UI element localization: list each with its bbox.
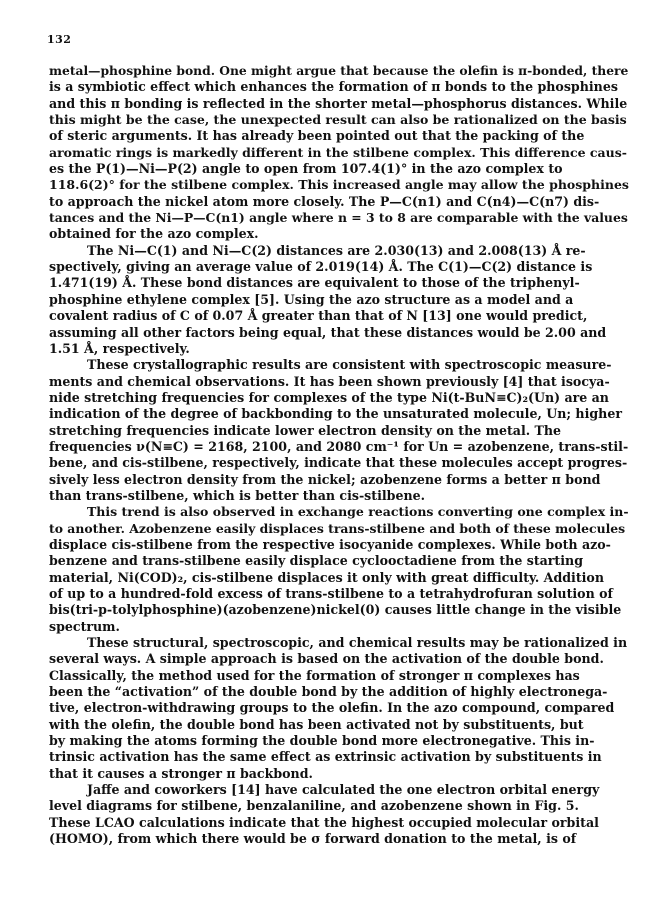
- text-line: tive, electron-withdrawing groups to the olefin. In the azo compound, compared: [49, 700, 615, 716]
- text-line: that it causes a stronger π backbond.: [49, 765, 313, 781]
- text-line: These structural, spectroscopic, and chemical results may be rationalized in: [87, 635, 628, 651]
- text-line: benzene and trans-stilbene easily displace cyclooctadiene from the starting: [49, 553, 583, 569]
- text-line: displace cis-stilbene from the respective isocyanide complexes. While both azo-: [49, 536, 611, 552]
- text-line: to another. Azobenzene easily displaces trans-stilbene and both of these molecules: [49, 520, 626, 536]
- text-line: this might be the case, the unexpected result can also be rationalized on the basis: [49, 112, 627, 128]
- text-line: es the P(1)—Ni—P(2) angle to open from 107.4(1)° in the azo complex to: [49, 161, 563, 177]
- body-text: [49, 63, 629, 848]
- text-line: Classically, the method used for the formation of stronger π complexes has: [49, 667, 580, 683]
- text-line: tances and the Ni—P—C(n1) angle where n = 3 to 8 are comparable with the values: [49, 210, 628, 226]
- text-line: been the “activation” of the double bond by the addition of highly electronega-: [49, 684, 608, 700]
- text-line: ments and chemical observations. It has been shown previously [4] that isocya-: [49, 373, 610, 389]
- text-line: Jaffe and coworkers [14] have calculated the one electron orbital energy: [87, 782, 600, 798]
- text-line: aromatic rings is markedly different in the stilbene complex. This difference caus-: [49, 144, 627, 160]
- text-line: This trend is also observed in exchange reactions converting one complex in-: [87, 504, 629, 520]
- text-line: The Ni—C(1) and Ni—C(2) distances are 2.030(13) and 2.008(13) Å re-: [87, 242, 586, 258]
- text-line: 1.51 Å, respectively.: [49, 340, 190, 356]
- text-line: of steric arguments. It has already been pointed out that the packing of the: [49, 128, 585, 144]
- text-line: level diagrams for stilbene, benzalaniline, and azobenzene shown in Fig. 5.: [49, 798, 579, 814]
- text-line: 1.471(19) Å. These bond distances are equivalent to those of the triphenyl-: [49, 275, 580, 291]
- text-line: of up to a hundred-fold excess of trans-stilbene to a tetrahydrofuran solution of: [49, 586, 613, 601]
- text-line: frequencies ν(N≡C) = 2168, 2100, and 2080 cm⁻¹ for Un = azobenzene, trans-stil-: [49, 438, 629, 454]
- text-line: phosphine ethylene complex [5]. Using the azo structure as a model and a: [49, 291, 574, 307]
- text-line: indication of the degree of backbonding to the unsaturated molecule, Un; higher: [49, 406, 622, 422]
- text-line: and this π bonding is reflected in the shorter metal—phosphorus distances. While: [49, 95, 628, 111]
- text-line: obtained for the azo complex.: [49, 226, 259, 242]
- text-line: These crystallographic results are consistent with spectroscopic measure-: [87, 357, 612, 373]
- text-line: material, Ni(COD)₂, cis-stilbene displaces it only with great difficulty. Addition: [49, 569, 604, 585]
- text-line: bene, and cis-stilbene, respectively, indicate that these molecules accept progres-: [49, 455, 628, 471]
- text-line: covalent radius of C of 0.07 Å greater than that of N [13] one would predict,: [49, 308, 588, 324]
- text-line: These LCAO calculations indicate that the highest occupied molecular orbital: [49, 814, 599, 830]
- text-line: to approach the nickel atom more closely. The P—C(n1) and C(n4)—C(n7) dis-: [49, 193, 600, 209]
- text-line: stretching frequencies indicate lower electron density on the metal. The: [49, 422, 562, 438]
- text-line: by making the atoms forming the double bond more electronegative. This in-: [49, 733, 595, 749]
- text-line: spectrum.: [49, 618, 120, 634]
- text-line: (HOMO), from which there would be σ forward donation to the metal, is of: [49, 831, 577, 847]
- text-line: with the olefin, the double bond has been activated not by substituents, but: [49, 716, 584, 732]
- text-line: several ways. A simple approach is based on the activation of the double bond.: [49, 651, 604, 667]
- text-line: bis(tri-p-tolylphosphine)(azobenzene)nickel(0) causes little change in the visible: [49, 602, 622, 618]
- text-line: metal—phosphine bond. One might argue that because the olefin is π-bonded, there: [49, 63, 629, 78]
- text-line: is a symbiotic effect which enhances the formation of π bonds to the phosphines: [49, 79, 618, 95]
- text-line: assuming all other factors being equal, that these distances would be 2.00 and: [49, 324, 607, 340]
- text-line: nide stretching frequencies for complexes of the type Ni(t-BuN≡C)₂(Un) are an: [49, 389, 609, 405]
- page-number: 132: [47, 33, 72, 46]
- text-line: trinsic activation has the same effect as extrinsic activation by substituents in: [49, 749, 602, 765]
- text-line: sively less electron density from the nickel; azobenzene forms a better π bond: [49, 471, 601, 487]
- text-line: than trans-stilbene, which is better than cis-stilbene.: [49, 487, 426, 503]
- text-line: spectively, giving an average value of 2.019(14) Å. The C(1)—C(2) distance is: [49, 259, 593, 275]
- text-line: 118.6(2)° for the stilbene complex. This increased angle may allow the phosphines: [49, 177, 629, 193]
